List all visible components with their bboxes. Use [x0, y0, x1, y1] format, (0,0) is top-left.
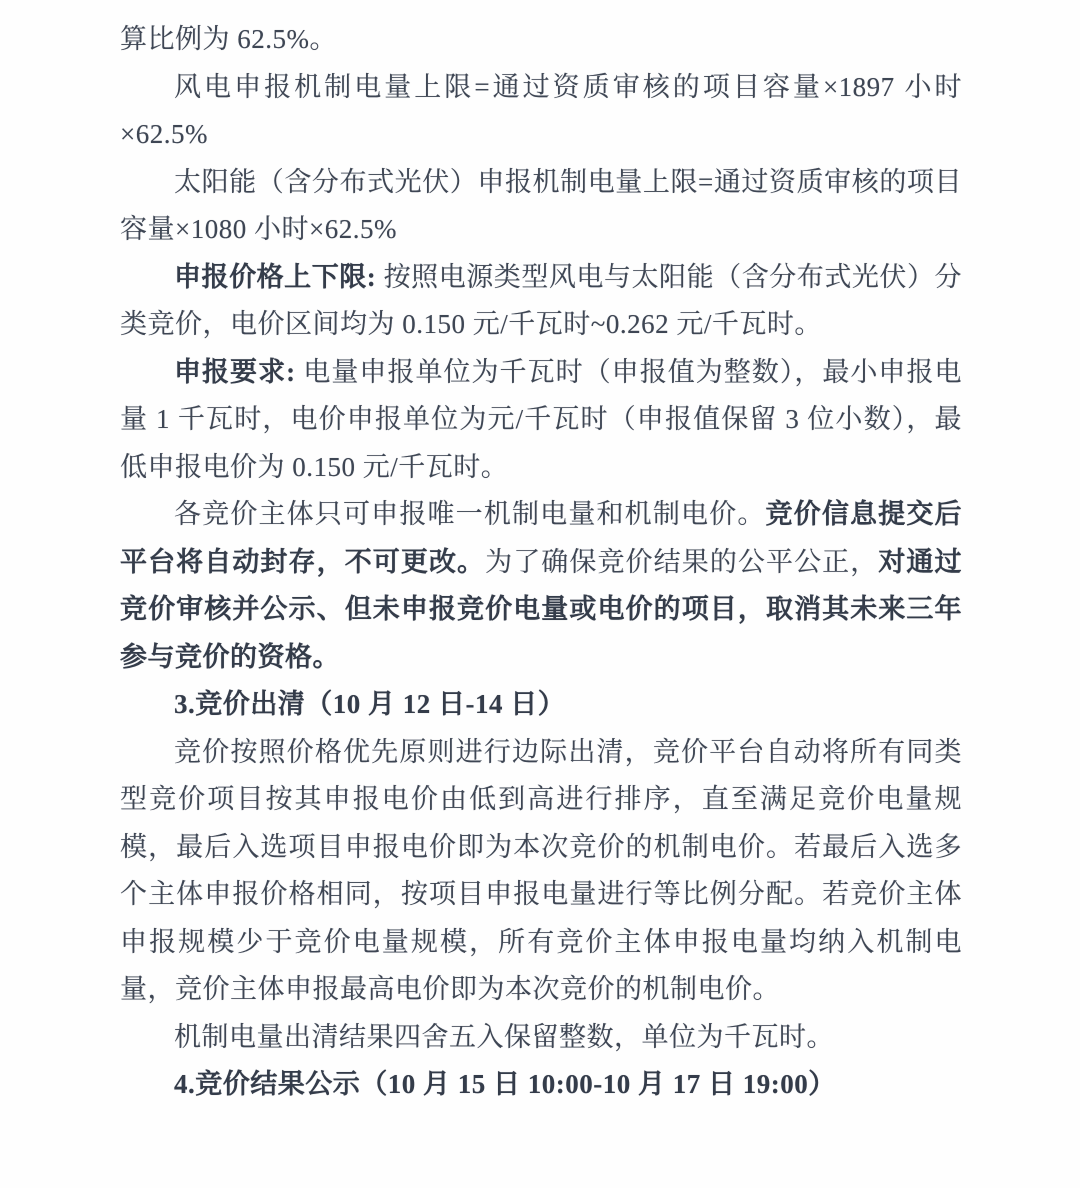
text-run: 竞价按照价格优先原则进行边际出清，竞价平台自动将所有同类型竞价项目按其申报电价由低到高进行排序，直至满足竞价电量规模，最后入选项目申报电价即为本次竞价的机制电价。若最后入选多个主体申报价格相同，按项目申报电量进行等比例分配。若竞价主体申报规模少于竞价电量规模，所有竞价主体申报电量均纳入机制电量，竞价主体申报最高电价即为本次竞价的机制电价。 [120, 736, 962, 1004]
paragraph [120, 64, 962, 159]
text-run-bold: 竞价信息提交后平台将自动封存，不可更改。 [120, 499, 962, 577]
text-run: 按照电源类型风电与太阳能（含分布式光伏）分类竞价，电价区间均为 0.150 元/千瓦时~0.262 元/千瓦时。 [120, 261, 963, 339]
text-run: 太阳能（含分布式光伏）申报机制电量上限=通过资质审核的项目容量×1080 小时×62.5% [120, 166, 962, 244]
text-run: 算比例为 62.5%。 [120, 24, 337, 54]
paragraph [120, 349, 962, 492]
text-run-bold: 申报价格上下限: [174, 261, 384, 292]
text-run: 各竞价主体只可申报唯一机制电量和机制电价。 [174, 499, 766, 529]
paragraph [120, 1061, 962, 1109]
text-run-bold: 申报要求: [174, 356, 304, 387]
text-run: 风电申报机制电量上限=通过资质审核的项目容量×1897 小时×62.5% [120, 71, 962, 149]
paragraph [120, 729, 962, 1014]
paragraph [120, 254, 962, 349]
text-run-bold: 3.竞价出清（10 月 12 日-14 日） [174, 689, 566, 719]
paragraph [120, 491, 962, 681]
paragraph [120, 159, 962, 254]
paragraph [120, 681, 962, 729]
text-run-bold: 对通过竞价审核并公示、但未申报竞价电量或电价的项目，取消其未来三年参与竞价的资格。 [120, 546, 963, 672]
paragraph [120, 16, 962, 64]
paragraph [120, 1014, 962, 1062]
text-run-bold: 4.竞价结果公示（10 月 15 日 10:00-10 月 17 日 19:00） [174, 1069, 836, 1099]
text-run: 为了确保竞价结果的公平公正， [485, 546, 879, 577]
text-run: 电量申报单位为千瓦时（申报值为整数），最小申报电量 1 千瓦时，电价申报单位为元/千瓦时（申报值保留 3 位小数），最低申报电价为 0.150 元/千瓦时。 [120, 356, 962, 482]
text-run: 机制电量出清结果四舍五入保留整数，单位为千瓦时。 [174, 1021, 834, 1052]
